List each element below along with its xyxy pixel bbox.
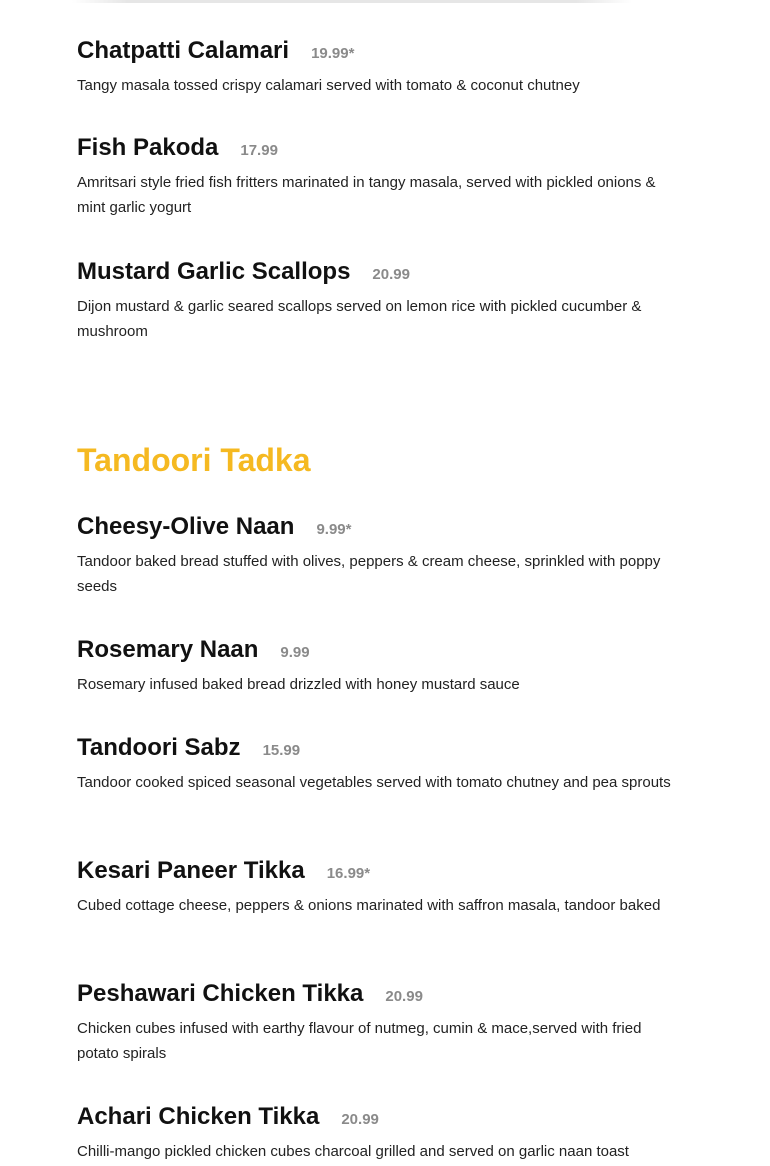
menu-item-description: Cubed cottage cheese, peppers & onions marinated with saffron masala, tandoor baked	[77, 897, 661, 914]
menu-item-header	[77, 636, 687, 664]
menu-item-name: Mustard Garlic Scallops	[77, 258, 351, 285]
menu-item-description: Tangy masala tossed crispy calamari served with tomato & coconut chutney	[77, 77, 580, 94]
menu-item-price: 19.99*	[311, 45, 355, 62]
menu-item-price: 20.99	[341, 1111, 379, 1128]
menu-item-header	[77, 134, 687, 162]
menu-item-name: Chatpatti Calamari	[77, 37, 290, 64]
menu-item-description: Rosemary infused baked bread drizzled with honey mustard sauce	[77, 676, 520, 693]
menu-item	[77, 37, 687, 98]
menu-item-header	[77, 857, 687, 885]
menu-item-header	[77, 734, 687, 762]
menu-item-description: Tandoor baked bread stuffed with olives, peppers & cream cheese, sprinkled with poppy seeds	[77, 553, 661, 595]
menu-item-name: Fish Pakoda	[77, 134, 219, 161]
menu-item-price: 20.99	[372, 266, 410, 283]
menu-item-name: Tandoori Sabz	[77, 734, 241, 761]
menu-item-header	[77, 258, 687, 286]
menu-item-price: 16.99*	[326, 865, 371, 882]
menu-item-header	[77, 513, 687, 541]
menu-item-description: Chicken cubes infused with earthy flavour of nutmeg, cumin & mace,served with fried potato spirals	[77, 1020, 642, 1062]
menu-item	[77, 1103, 687, 1164]
section-title: Tandoori Tadka	[77, 442, 311, 478]
section-divider	[72, 0, 632, 3]
menu-item-name: Rosemary Naan	[77, 636, 259, 663]
menu-item-price: 9.99*	[316, 521, 352, 538]
menu-item-header	[77, 980, 687, 1008]
menu-item-name: Achari Chicken Tikka	[77, 1103, 320, 1130]
menu-item-name: Peshawari Chicken Tikka	[77, 980, 364, 1007]
menu-item-price: 20.99	[385, 988, 423, 1005]
menu-item	[77, 857, 687, 918]
menu-item-price: 9.99	[280, 644, 310, 661]
menu-item-name: Kesari Paneer Tikka	[77, 857, 305, 884]
menu-item-description: Tandoor cooked spiced seasonal vegetables served with tomato chutney and pea sprouts	[77, 774, 671, 791]
menu-item	[77, 134, 687, 220]
menu-item	[77, 636, 687, 697]
menu-item-name: Cheesy-Olive Naan	[77, 513, 295, 540]
menu-item	[77, 258, 687, 344]
menu-item	[77, 734, 687, 795]
menu-item	[77, 513, 687, 599]
menu-item	[77, 980, 687, 1066]
menu-item-description: Dijon mustard & garlic seared scallops served on lemon rice with pickled cucumber & mushroom	[77, 298, 642, 340]
menu-item-header	[77, 1103, 687, 1131]
menu-item-price: 17.99	[240, 142, 278, 159]
menu-item-description: Chilli-mango pickled chicken cubes charcoal grilled and served on garlic naan toast	[77, 1143, 629, 1160]
menu-item-description: Amritsari style fried fish fritters marinated in tangy masala, served with pickled onions & mint garlic yogurt	[77, 174, 656, 216]
menu-item-header	[77, 37, 687, 65]
menu-item-price: 15.99	[262, 742, 301, 759]
